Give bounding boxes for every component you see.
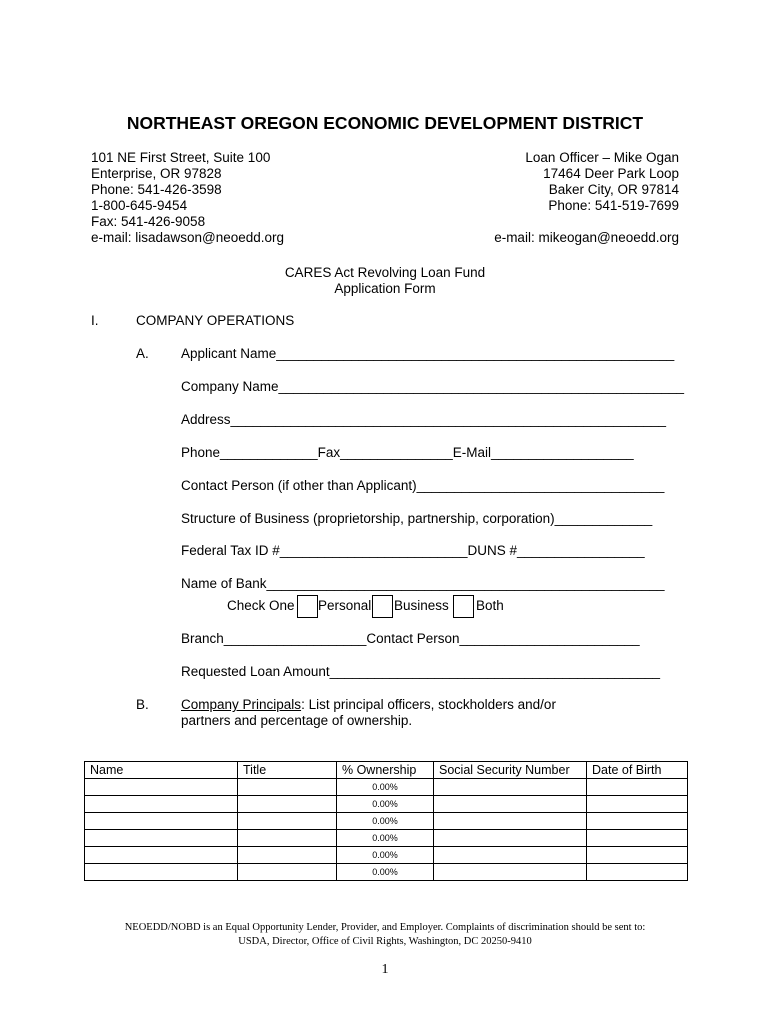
form-subtitle-line: Application Form xyxy=(334,281,436,296)
column-header-ownership: % Ownership xyxy=(337,762,434,779)
business-label: Business xyxy=(394,598,449,613)
name-cell[interactable] xyxy=(85,830,238,847)
ownership-cell[interactable]: 0.00% xyxy=(337,864,434,881)
address-field[interactable]: Address__________________________________________________________ xyxy=(181,412,666,427)
title-cell[interactable] xyxy=(238,847,337,864)
loan-officer-address xyxy=(380,150,679,246)
dob-cell[interactable] xyxy=(587,847,688,864)
subsection-a-label: A. xyxy=(136,346,149,361)
ssn-cell[interactable] xyxy=(434,813,587,830)
title-cell[interactable] xyxy=(238,864,337,881)
table-row xyxy=(85,813,688,830)
ssn-cell[interactable] xyxy=(434,796,587,813)
company-name-field[interactable]: Company Name______________________________________________________ xyxy=(181,379,684,394)
table-row xyxy=(85,847,688,864)
dob-cell[interactable] xyxy=(587,813,688,830)
business-checkbox[interactable] xyxy=(372,595,393,618)
check-one-label: Check One xyxy=(227,598,295,613)
name-cell[interactable] xyxy=(85,813,238,830)
section-number: I. xyxy=(91,313,99,328)
title-cell[interactable] xyxy=(238,813,337,830)
ownership-cell[interactable]: 0.00% xyxy=(337,830,434,847)
toll-free-line: 1-800-645-9454 xyxy=(91,198,188,213)
personal-label: Personal xyxy=(318,598,372,613)
table-row xyxy=(85,779,688,796)
page-number: 1 xyxy=(381,962,389,977)
column-header-ssn: Social Security Number xyxy=(434,762,587,779)
loan-officer-name: Loan Officer – Mike Ogan xyxy=(525,150,679,165)
phone-line: Phone: 541-426-3598 xyxy=(91,182,222,197)
dob-cell[interactable] xyxy=(587,830,688,847)
ssn-cell[interactable] xyxy=(434,847,587,864)
principals-table xyxy=(84,761,688,881)
subsection-b-label: B. xyxy=(136,697,149,712)
phone-fax-email-field[interactable]: Phone_____________Fax_______________E-Mail___________________ xyxy=(181,445,634,460)
business-structure-field[interactable]: Structure of Business (proprietorship, partnership, corporation)_____________ xyxy=(181,511,653,526)
name-cell[interactable] xyxy=(85,864,238,881)
blank-line xyxy=(380,214,679,230)
table-row xyxy=(85,864,688,881)
ownership-cell[interactable]: 0.00% xyxy=(337,813,434,830)
fax-line: Fax: 541-426-9058 xyxy=(91,214,206,229)
branch-contact-field[interactable]: Branch___________________Contact Person________________________ xyxy=(181,631,640,646)
principals-heading: Company Principals xyxy=(181,697,302,712)
principals-text: : List principal officers, stockholders and/or xyxy=(301,697,556,712)
title-cell[interactable] xyxy=(238,796,337,813)
table-row xyxy=(85,796,688,813)
bank-name-field[interactable]: Name of Bank_____________________________________________________ xyxy=(181,576,665,591)
footer-line: USDA, Director, Office of Civil Rights, Washington, DC 20250-9410 xyxy=(238,936,532,947)
column-header-title: Title xyxy=(238,762,337,779)
address-line: Baker City, OR 97814 xyxy=(548,182,679,197)
ssn-cell[interactable] xyxy=(434,830,587,847)
both-checkbox[interactable] xyxy=(453,595,474,618)
principals-text: partners and percentage of ownership. xyxy=(181,713,413,728)
principals-instructions xyxy=(181,697,556,729)
district-address xyxy=(91,150,284,246)
ownership-cell[interactable]: 0.00% xyxy=(337,779,434,796)
tax-id-duns-field[interactable]: Federal Tax ID #_________________________DUNS #_________________ xyxy=(181,543,645,558)
name-cell[interactable] xyxy=(85,779,238,796)
address-line: 101 NE First Street, Suite 100 xyxy=(91,150,271,165)
email-link[interactable]: e-mail: lisadawson@neoedd.org xyxy=(91,230,285,245)
footer-line: NEOEDD/NOBD is an Equal Opportunity Lender, Provider, and Employer. Complaints of discrimination should be sent to: xyxy=(124,922,646,933)
column-header-name: Name xyxy=(85,762,238,779)
both-label: Both xyxy=(476,598,504,613)
phone-line: Phone: 541-519-7699 xyxy=(548,198,679,213)
ownership-cell[interactable]: 0.00% xyxy=(337,796,434,813)
contact-person-field[interactable]: Contact Person (if other than Applicant)_________________________________ xyxy=(181,478,665,493)
ownership-cell[interactable]: 0.00% xyxy=(337,847,434,864)
footer-notice xyxy=(0,921,770,949)
table-row xyxy=(85,830,688,847)
dob-cell[interactable] xyxy=(587,864,688,881)
email-link[interactable]: e-mail: mikeogan@neoedd.org xyxy=(494,230,679,245)
page-title: NORTHEAST OREGON ECONOMIC DEVELOPMENT DISTRICT xyxy=(126,113,644,133)
applicant-name-field[interactable]: Applicant Name_____________________________________________________ xyxy=(181,346,675,361)
name-cell[interactable] xyxy=(85,796,238,813)
personal-checkbox[interactable] xyxy=(297,595,318,618)
section-title: COMPANY OPERATIONS xyxy=(136,313,295,328)
dob-cell[interactable] xyxy=(587,779,688,796)
address-line: 17464 Deer Park Loop xyxy=(543,166,679,181)
dob-cell[interactable] xyxy=(587,796,688,813)
requested-loan-field[interactable]: Requested Loan Amount____________________________________________ xyxy=(181,664,660,679)
title-cell[interactable] xyxy=(238,779,337,796)
ssn-cell[interactable] xyxy=(434,864,587,881)
column-header-dob: Date of Birth xyxy=(587,762,688,779)
form-title xyxy=(0,265,770,297)
table-header-row xyxy=(85,762,688,779)
title-cell[interactable] xyxy=(238,830,337,847)
name-cell[interactable] xyxy=(85,847,238,864)
ssn-cell[interactable] xyxy=(434,779,587,796)
address-line: Enterprise, OR 97828 xyxy=(91,166,222,181)
form-title-line: CARES Act Revolving Loan Fund xyxy=(284,265,486,280)
